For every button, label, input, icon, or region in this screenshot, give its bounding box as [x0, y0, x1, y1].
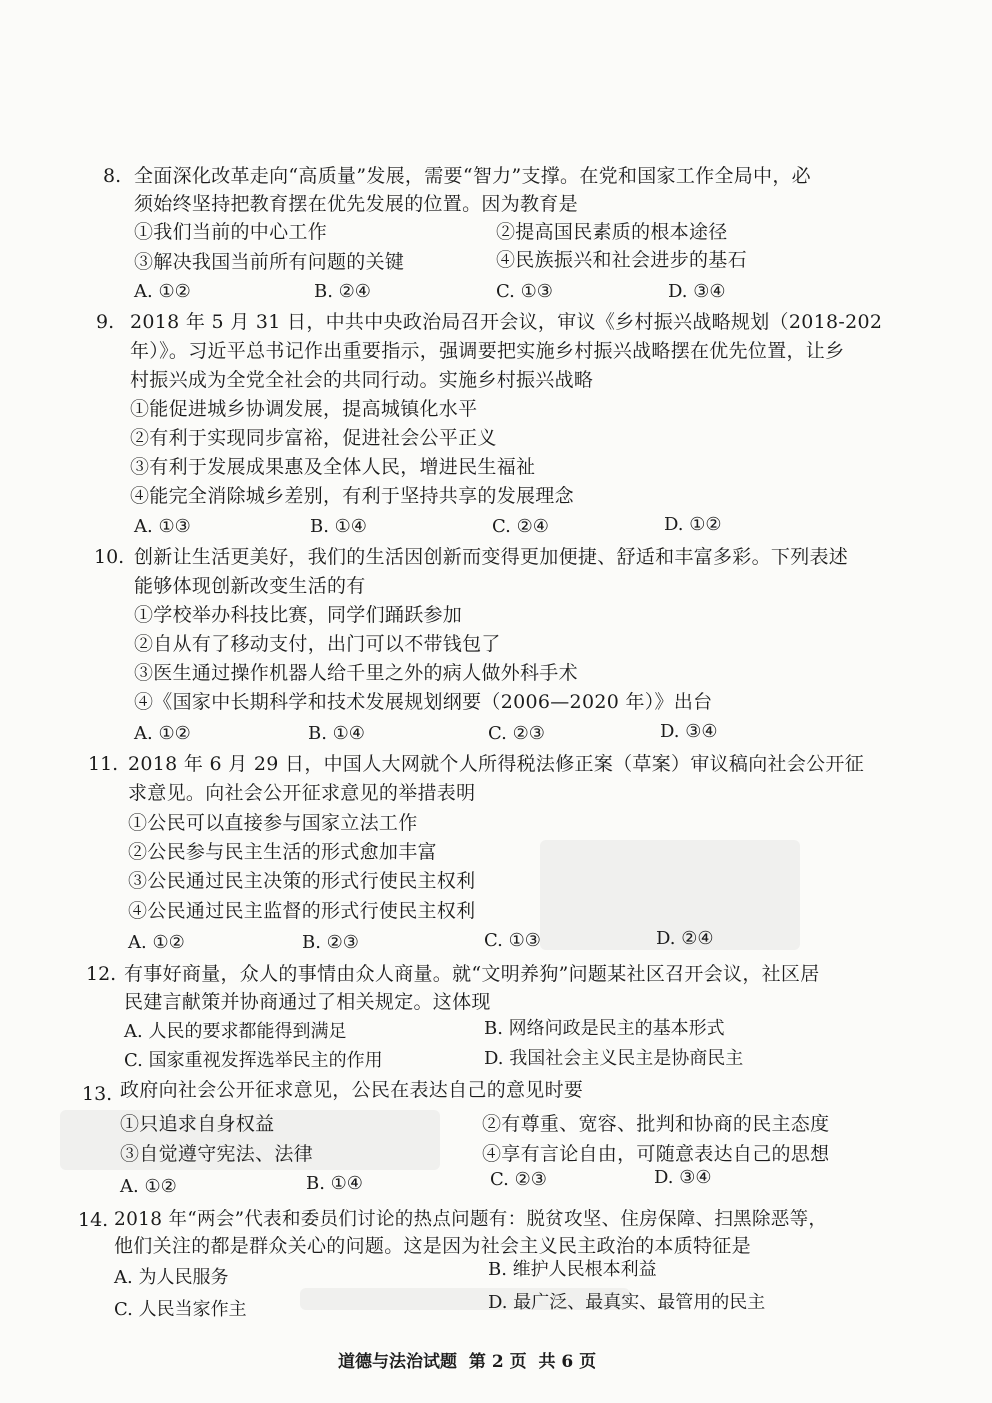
- question-stem: 年）》。习近平总书记作出重要指示，强调要把实施乡村振兴战略摆在优先位置，让乡: [130, 340, 845, 362]
- answer-choice-a: A. ①②: [134, 723, 191, 744]
- footer-page-number: 第 2 页: [468, 1352, 527, 1372]
- page-footer: [338, 1347, 638, 1372]
- question-stem: 2018 年 5 月 31 日，中共中央政治局召开会议，审议《乡村振兴战略规划（2018-202: [130, 311, 883, 333]
- statement-item: ②有尊重、宽容、批判和协商的民主态度: [482, 1113, 830, 1135]
- answer-choice-c: C. ②③: [488, 723, 545, 744]
- answer-choice-b: B. 维护人民根本利益: [488, 1259, 657, 1280]
- footer-total-pages: 共 6 页: [538, 1352, 597, 1372]
- answer-choice-a: A. 为人民服务: [114, 1267, 229, 1288]
- question-stem: 能够体现创新改变生活的有: [134, 575, 366, 597]
- answer-choice-b: B. ②③: [302, 932, 359, 953]
- answer-choice-d: D. ②④: [656, 928, 714, 949]
- question-stem: 有事好商量，众人的事情由众人商量。就“文明养狗”问题某社区召开会议，社区居: [124, 963, 820, 985]
- question-stem: 创新让生活更美好，我们的生活因创新而变得更加便捷、舒适和丰富多彩。下列表述: [134, 546, 849, 568]
- question-stem: 民建言献策并协商通过了相关规定。这体现: [124, 991, 491, 1013]
- answer-choice-d: D. 最广泛、最真实、最管用的民主: [488, 1292, 766, 1313]
- answer-choice-b: B. 网络问政是民主的基本形式: [484, 1018, 725, 1039]
- question-stem: 2018 年 6 月 29 日，中国人大网就个人所得税法修正案（草案）审议稿向社会公开征: [128, 753, 865, 775]
- answer-choice-a: A. ①②: [120, 1176, 177, 1197]
- answer-choice-d: D. ③④: [668, 281, 726, 302]
- question-number: 10.: [94, 546, 125, 568]
- question-number: 11.: [88, 753, 119, 775]
- answer-choice-d: D. ①②: [664, 514, 722, 535]
- statement-item: ③解决我国当前所有问题的关键: [134, 251, 405, 273]
- question-number: 13.: [82, 1083, 113, 1105]
- answer-choice-d: D. 我国社会主义民主是协商民主: [484, 1048, 744, 1069]
- statement-item: ③医生通过操作机器人给千里之外的病人做外科手术: [134, 662, 578, 684]
- question-stem: 求意见。向社会公开征求意见的举措表明: [128, 782, 476, 804]
- statement-item: ①公民可以直接参与国家立法工作: [128, 812, 418, 834]
- answer-choice-b: B. ②④: [314, 281, 371, 302]
- answer-choice-b: B. ①④: [308, 723, 365, 744]
- question-stem: 他们关注的都是群众关心的问题。这是因为社会主义民主政治的本质特征是: [114, 1235, 751, 1257]
- statement-item: ②有利于实现同步富裕，促进社会公平正义: [130, 427, 497, 449]
- statement-item: ④能完全消除城乡差别，有利于坚持共享的发展理念: [130, 485, 574, 507]
- answer-choice-a: A. ①②: [128, 932, 185, 953]
- answer-choice-d: D. ③④: [654, 1167, 712, 1188]
- answer-choice-c: C. ②④: [492, 516, 549, 537]
- answer-choice-c: C. ①③: [496, 281, 553, 302]
- question-number: 9.: [96, 311, 115, 333]
- statement-item: ①学校举办科技比赛，同学们踊跃参加: [134, 604, 463, 626]
- answer-choice-c: C. 国家重视发挥选举民主的作用: [124, 1050, 383, 1071]
- answer-choice-a: A. ①②: [134, 281, 191, 302]
- statement-item: ④民族振兴和社会进步的基石: [496, 249, 747, 271]
- answer-choice-a: A. 人民的要求都能得到满足: [124, 1021, 347, 1042]
- statement-item: ③公民通过民主决策的形式行使民主权利: [128, 870, 476, 892]
- answer-choice-a: A. ①③: [134, 516, 191, 537]
- statement-item: ③自觉遵守宪法、法律: [120, 1143, 314, 1165]
- answer-choice-c: C. ①③: [484, 930, 541, 951]
- question-stem: 须始终坚持把教育摆在优先发展的位置。因为教育是: [134, 193, 578, 215]
- statement-item: ②自从有了移动支付，出门可以不带钱包了: [134, 633, 501, 655]
- question-stem: 2018 年“两会”代表和委员们讨论的热点问题有：脱贫攻坚、住房保障、扫黑除恶等，: [114, 1209, 828, 1230]
- statement-item: ①只追求自身权益: [120, 1113, 275, 1135]
- answer-choice-b: B. ①④: [310, 516, 367, 537]
- answer-choice-c: C. 人民当家作主: [114, 1299, 247, 1320]
- question-stem: 政府向社会公开征求意见，公民在表达自己的意见时要: [120, 1079, 584, 1101]
- statement-item: ②提高国民素质的根本途径: [496, 221, 728, 243]
- statement-item: ④享有言论自由，可随意表达自己的思想: [482, 1143, 830, 1165]
- question-number: 14.: [78, 1209, 109, 1231]
- answer-choice-b: B. ①④: [306, 1173, 363, 1194]
- statement-item: ④《国家中长期科学和技术发展规划纲要（2006—2020 年）》出台: [134, 691, 713, 713]
- question-number: 8.: [103, 165, 122, 187]
- answer-choice-d: D. ③④: [660, 721, 718, 742]
- statement-item: ①我们当前的中心工作: [134, 221, 328, 243]
- statement-item: ③有利于发展成果惠及全体人民，增进民生福祉: [130, 456, 536, 478]
- answer-choice-c: C. ②③: [490, 1169, 547, 1190]
- question-stem: 全面深化改革走向“高质量”发展，需要“智力”支撑。在党和国家工作全局中，必: [134, 165, 811, 187]
- statement-item: ①能促进城乡协调发展，提高城镇化水平: [130, 398, 478, 420]
- footer-subject: 道德与法治试题: [338, 1352, 457, 1372]
- statement-item: ④公民通过民主监督的形式行使民主权利: [128, 900, 476, 922]
- statement-item: ②公民参与民主生活的形式愈加丰富: [128, 841, 437, 863]
- question-stem: 村振兴成为全党全社会的共同行动。实施乡村振兴战略: [130, 369, 594, 391]
- question-number: 12.: [86, 963, 117, 985]
